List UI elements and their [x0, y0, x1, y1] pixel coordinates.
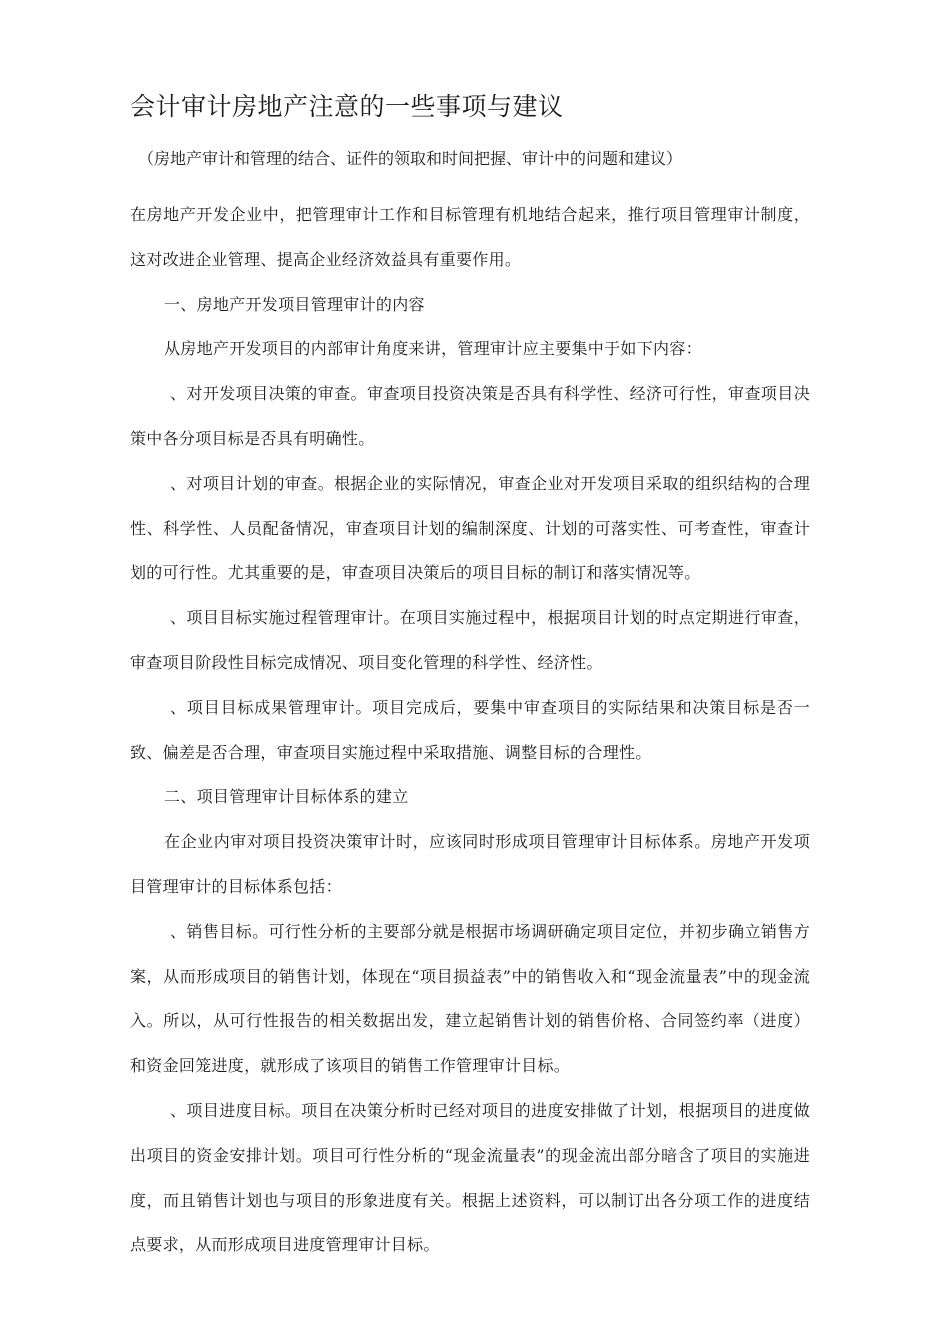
list-item: 、对项目计划的审查。根据企业的实际情况，审查企业对开发项目采取的组织结构的合理性、科学性、人员配备情况，审查项目计划的编制深度、计划的可落实性、可考查性，审查计划的可行性。尤其重要的是，审查项目决策后的项目目标的制订和落实情况等。 — [130, 473, 810, 583]
section-heading: 二、项目管理审计目标体系的建立 — [164, 787, 409, 807]
list-item: 、对开发项目决策的审查。审查项目投资决策是否具有科学性、经济可行性，审查项目决策中各分项目标是否具有明确性。 — [130, 384, 810, 448]
list-item: 、销售目标。可行性分析的主要部分就是根据市场调研确定项目定位，并初步确立销售方案，从而形成项目的销售计划，体现在“项目损益表”中的销售收入和“现金流量表”中的现金流入。所以，从可行性报告的相关数据出发，建立起销售计划的销售价格、合同签约率（进度）和资金回笼进度，就形成了该项目的销售工作管理审计目标。 — [130, 921, 810, 1076]
paragraph: 在企业内审对项目投资决策审计时，应该同时形成项目管理审计目标体系。房地产开发项目管理审计的目标体系包括： — [130, 832, 810, 896]
paragraph: 从房地产开发项目的内部审计角度来讲，管理审计应主要集中于如下内容： — [164, 339, 702, 359]
section-heading: 一、房地产开发项目管理审计的内容 — [164, 294, 425, 314]
list-item: 、项目目标实施过程管理审计。在项目实施过程中，根据项目计划的时点定期进行审查，审查项目阶段性目标完成情况、项目变化管理的科学性、经济性。 — [130, 608, 810, 672]
document-body — [130, 193, 810, 1268]
list-item: 、项目目标成果管理审计。项目完成后，要集中审查项目的实际结果和决策目标是否一致、偏差是否合理，审查项目实施过程中采取措施、调整目标的合理性。 — [130, 697, 810, 762]
page-subtitle: （房地产审计和管理的结合、证件的领取和时间把握、审计中的问题和建议） — [138, 149, 683, 168]
paragraph: 在房地产开发企业中，把管理审计工作和目标管理有机地结合起来，推行项目管理审计制度，这对改进企业管理、提高企业经济效益具有重要作用。 — [130, 205, 810, 269]
list-item: 、项目进度目标。项目在决策分析时已经对项目的进度安排做了计划，根据项目的进度做出项目的资金安排计划。项目可行性分析的“现金流量表”的现金流出部分暗含了项目的实施进度，而且销售计划也与项目的形象进度有关。根据上述资料，可以制订出各分项工作的进度结点要求，从而形成项目进度管理审计目标。 — [130, 1100, 810, 1255]
page-title: 会计审计房地产注意的一些事项与建议 — [130, 92, 564, 121]
